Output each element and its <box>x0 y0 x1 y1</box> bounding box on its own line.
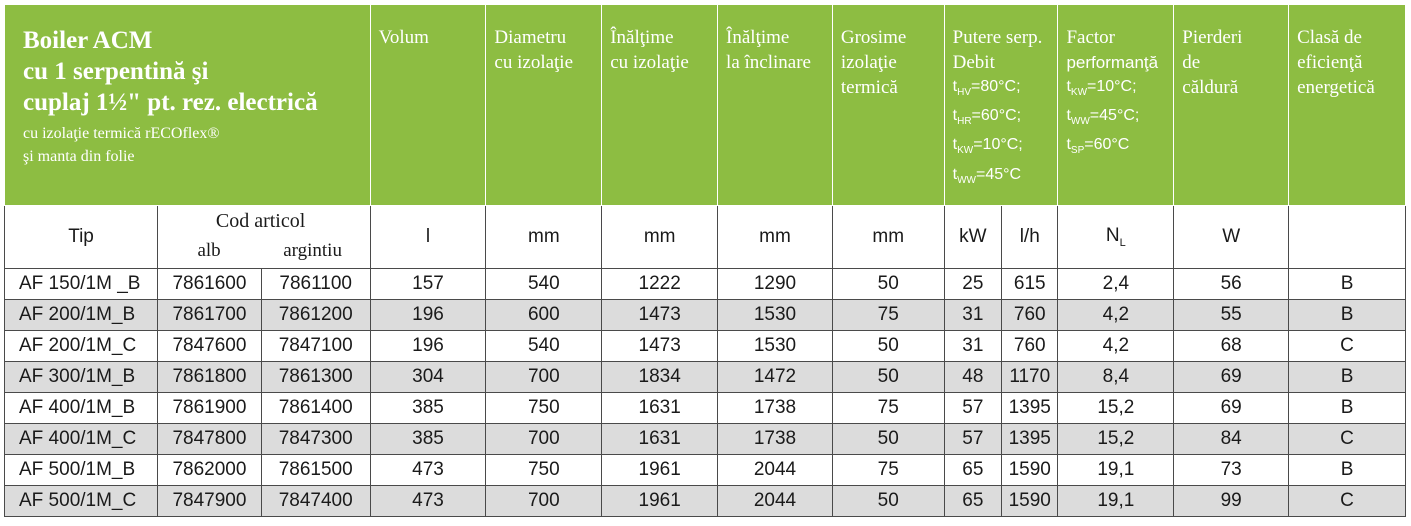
cell-arg: 7861300 <box>261 362 370 393</box>
factor-subtitle: performanţă <box>1066 53 1159 72</box>
factor-label: Factor <box>1066 27 1115 48</box>
cell-clasa: B <box>1289 393 1406 424</box>
unit-volum: l <box>370 206 486 269</box>
cell-lh: 760 <box>1002 331 1058 362</box>
grosime-label-2: izolaţie <box>840 52 897 73</box>
cell-alb: 7847900 <box>158 486 262 517</box>
cell-incl: 1472 <box>718 362 833 393</box>
cell-vol: 304 <box>370 362 486 393</box>
cell-diam: 700 <box>486 424 602 455</box>
cell-alb: 7847800 <box>158 424 262 455</box>
col-header-clasa <box>1289 5 1406 206</box>
cell-nl: 4,2 <box>1058 331 1174 362</box>
cell-lh: 615 <box>1002 269 1058 300</box>
unit-inaltime-incl: mm <box>718 206 833 269</box>
unit-factor: $N_L$ <box>1058 206 1174 269</box>
cell-nl: 8,4 <box>1058 362 1174 393</box>
cell-inalt: 1961 <box>602 455 718 486</box>
unit-debit: l/h <box>1002 206 1058 269</box>
subtitle-line-2: şi manta din folie <box>23 148 135 165</box>
unit-cod-articol <box>158 206 371 269</box>
diametru-label-2: cu izolaţie <box>494 52 574 73</box>
col-header-factor <box>1058 5 1174 206</box>
cell-inalt: 1222 <box>602 269 718 300</box>
pierderi-label-1: Pierderi <box>1182 27 1243 48</box>
cell-gros: 75 <box>832 393 944 424</box>
cell-lh: 1395 <box>1002 393 1058 424</box>
factor-cond-1: $t_{KW}=10^\circ C$; <box>1066 78 1137 99</box>
cell-nl: 19,1 <box>1058 486 1174 517</box>
pierderi-label-3: căldură <box>1182 77 1239 98</box>
inaltime-incl-label-1: Înălţime <box>726 27 790 48</box>
cell-gros: 50 <box>832 331 944 362</box>
cell-incl: 2044 <box>718 486 833 517</box>
unit-diametru: mm <box>486 206 602 269</box>
title-line-3: cuplaj 1½" pt. rez. electrică <box>23 89 318 116</box>
cod-alb-label: alb <box>197 240 221 261</box>
grosime-label-1: Grosime <box>840 27 907 48</box>
header-row <box>5 5 1406 206</box>
cell-arg: 7861200 <box>261 300 370 331</box>
cell-vol: 157 <box>370 269 486 300</box>
cell-w: 69 <box>1174 362 1289 393</box>
cell-alb: 7861700 <box>158 300 262 331</box>
cell-tip: AF 400/1M_C <box>5 424 158 455</box>
cell-lh: 1395 <box>1002 424 1058 455</box>
units-row <box>5 206 1406 269</box>
cell-w: 55 <box>1174 300 1289 331</box>
grosime-label-3: termică <box>840 77 898 98</box>
cell-incl: 1738 <box>718 393 833 424</box>
cell-diam: 540 <box>486 269 602 300</box>
diametru-label-1: Diametru <box>494 27 567 48</box>
cell-inalt: 1473 <box>602 300 718 331</box>
cell-tip: AF 500/1M_B <box>5 455 158 486</box>
cell-nl: 2,4 <box>1058 269 1174 300</box>
cell-nl: 15,2 <box>1058 393 1174 424</box>
cell-clasa: C <box>1289 424 1406 455</box>
col-header-putere <box>944 5 1058 206</box>
cell-alb: 7862000 <box>158 455 262 486</box>
cell-lh: 760 <box>1002 300 1058 331</box>
cell-clasa: B <box>1289 269 1406 300</box>
cell-gros: 50 <box>832 486 944 517</box>
cell-vol: 385 <box>370 393 486 424</box>
unit-inaltime: mm <box>602 206 718 269</box>
debit-label: Debit <box>952 52 995 73</box>
unit-clasa <box>1289 206 1406 269</box>
cell-arg: 7847100 <box>261 331 370 362</box>
cell-lh: 1590 <box>1002 486 1058 517</box>
cell-vol: 385 <box>370 424 486 455</box>
cell-kw: 31 <box>944 331 1001 362</box>
cell-diam: 750 <box>486 393 602 424</box>
cell-arg: 7861500 <box>261 455 370 486</box>
cod-articol-label: Cod articol <box>215 210 306 232</box>
cell-arg: 7847400 <box>261 486 370 517</box>
cell-clasa: B <box>1289 455 1406 486</box>
cell-vol: 196 <box>370 300 486 331</box>
table-row <box>5 486 1406 517</box>
cell-diam: 750 <box>486 455 602 486</box>
cell-arg: 7861100 <box>261 269 370 300</box>
cell-gros: 75 <box>832 455 944 486</box>
cell-kw: 31 <box>944 300 1001 331</box>
col-header-volum <box>370 5 486 206</box>
cell-vol: 473 <box>370 455 486 486</box>
col-header-diametru <box>486 5 602 206</box>
cell-kw: 57 <box>944 393 1001 424</box>
cell-gros: 75 <box>832 300 944 331</box>
cell-w: 84 <box>1174 424 1289 455</box>
cell-incl: 2044 <box>718 455 833 486</box>
table-row <box>5 362 1406 393</box>
cell-lh: 1590 <box>1002 455 1058 486</box>
putere-cond-2: $t_{HR}=60^\circ C$; <box>952 107 1022 128</box>
cell-diam: 700 <box>486 486 602 517</box>
cell-alb: 7861800 <box>158 362 262 393</box>
table-row <box>5 331 1406 362</box>
col-header-inaltime-incl <box>718 5 833 206</box>
subtitle-line-1: cu izolaţie termică rECOflex® <box>23 125 220 142</box>
cell-kw: 57 <box>944 424 1001 455</box>
cell-nl: 19,1 <box>1058 455 1174 486</box>
cell-kw: 25 <box>944 269 1001 300</box>
cell-tip: AF 300/1M_B <box>5 362 158 393</box>
cell-tip: AF 200/1M_B <box>5 300 158 331</box>
cell-diam: 540 <box>486 331 602 362</box>
cell-gros: 50 <box>832 362 944 393</box>
cell-inalt: 1834 <box>602 362 718 393</box>
boiler-spec-table <box>4 4 1406 517</box>
cell-w: 56 <box>1174 269 1289 300</box>
title-line-2: cu 1 serpentină şi <box>23 58 209 85</box>
cell-gros: 50 <box>832 269 944 300</box>
table-title <box>5 5 371 206</box>
cell-kw: 48 <box>944 362 1001 393</box>
cell-w: 99 <box>1174 486 1289 517</box>
cell-lh: 1170 <box>1002 362 1058 393</box>
cell-w: 69 <box>1174 393 1289 424</box>
cell-arg: 7847300 <box>261 424 370 455</box>
table-row <box>5 393 1406 424</box>
col-header-grosime <box>832 5 944 206</box>
clasa-label-1: Clasă de <box>1297 27 1362 48</box>
cod-argintiu-label: argintiu <box>283 240 342 261</box>
col-header-inaltime <box>602 5 718 206</box>
cell-arg: 7861400 <box>261 393 370 424</box>
volum-label: Volum <box>378 27 429 48</box>
factor-cond-3: $t_{SP}=60^\circ C$ <box>1066 136 1130 157</box>
putere-label: Putere serp. <box>952 27 1043 48</box>
table-row <box>5 455 1406 486</box>
unit-grosime: mm <box>832 206 944 269</box>
unit-putere: kW <box>944 206 1001 269</box>
cell-incl: 1530 <box>718 300 833 331</box>
unit-pierderi: W <box>1174 206 1289 269</box>
cell-inalt: 1631 <box>602 424 718 455</box>
cell-kw: 65 <box>944 486 1001 517</box>
cell-kw: 65 <box>944 455 1001 486</box>
cell-incl: 1290 <box>718 269 833 300</box>
cell-inalt: 1961 <box>602 486 718 517</box>
cell-vol: 196 <box>370 331 486 362</box>
cell-tip: AF 500/1M_C <box>5 486 158 517</box>
cell-diam: 700 <box>486 362 602 393</box>
cell-diam: 600 <box>486 300 602 331</box>
cell-clasa: C <box>1289 486 1406 517</box>
pierderi-label-2: de <box>1182 52 1201 73</box>
cell-vol: 473 <box>370 486 486 517</box>
table-row <box>5 269 1406 300</box>
cell-tip: AF 200/1M_C <box>5 331 158 362</box>
cell-w: 73 <box>1174 455 1289 486</box>
cell-nl: 15,2 <box>1058 424 1174 455</box>
cell-inalt: 1631 <box>602 393 718 424</box>
cell-w: 68 <box>1174 331 1289 362</box>
data-rows <box>5 269 1406 517</box>
table-row <box>5 300 1406 331</box>
putere-cond-4: $t_{WW}=45^\circ C$ <box>952 165 1022 186</box>
cell-alb: 7847600 <box>158 331 262 362</box>
putere-cond-3: $t_{KW}=10^\circ C$; <box>952 136 1023 157</box>
cell-tip: AF 150/1M _B <box>5 269 158 300</box>
factor-cond-2: $t_{WW}=45^\circ C$; <box>1066 107 1140 128</box>
col-header-pierderi <box>1174 5 1289 206</box>
putere-cond-1: $t_{HV}=80^\circ C$; <box>952 78 1021 99</box>
cell-inalt: 1473 <box>602 331 718 362</box>
cell-incl: 1530 <box>718 331 833 362</box>
clasa-label-2: eficienţă <box>1297 52 1363 73</box>
table-row <box>5 424 1406 455</box>
inaltime-incl-label-2: la înclinare <box>726 52 811 73</box>
inaltime-label-2: cu izolaţie <box>610 52 689 73</box>
cell-alb: 7861900 <box>158 393 262 424</box>
title-line-1: Boiler ACM <box>23 27 153 54</box>
cell-alb: 7861600 <box>158 269 262 300</box>
clasa-label-3: energetică <box>1297 77 1375 98</box>
cell-clasa: B <box>1289 300 1406 331</box>
cell-gros: 50 <box>832 424 944 455</box>
cell-clasa: C <box>1289 331 1406 362</box>
inaltime-label-1: Înălţime <box>610 27 674 48</box>
cell-incl: 1738 <box>718 424 833 455</box>
cell-tip: AF 400/1M_B <box>5 393 158 424</box>
cell-clasa: B <box>1289 362 1406 393</box>
unit-tip: Tip <box>5 206 158 269</box>
cell-nl: 4,2 <box>1058 300 1174 331</box>
